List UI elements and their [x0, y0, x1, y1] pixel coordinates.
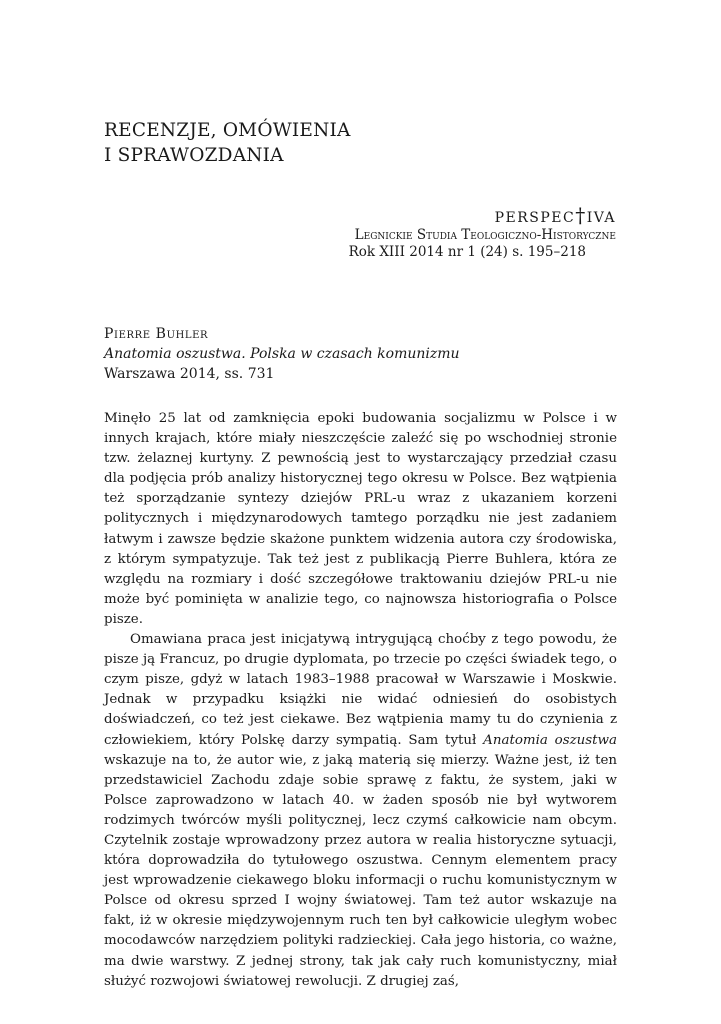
- review-body: [104, 409, 617, 992]
- cross-icon: †: [575, 203, 587, 227]
- journal-logo-text-1: perspec: [494, 203, 576, 227]
- review-metadata: [104, 324, 460, 384]
- book-title: Anatomia oszustwa. Polska w czasach komunizmu: [104, 346, 460, 362]
- book-publication: Warszawa 2014, ss. 731: [104, 366, 275, 382]
- section-heading-line-2: I SPRAWOZDANIA: [104, 145, 284, 166]
- journal-logo: [349, 203, 616, 227]
- paragraph-2: [104, 630, 617, 992]
- paragraph-2-text-1: Omawiana praca jest inicjatywą intrygującą choćby z tego powodu, że pisze ją Francuz, po drugie dyplomata, po trzecie po części świadek tego, o czym pisze, gdyż w latach 1983–1988 pracował w Warszawie i Moskwie. Jednak w przypadku książki nie widać odniesień do osobistych doświadczeń, co też jest ciekawe. Bez wątpienia mamy tu do czynienia z człowiekiem, który Polskę darzy sympatią. Sam tytuł: [104, 632, 617, 748]
- journal-header: [349, 203, 616, 261]
- journal-volume: Rok XIII 2014 nr 1 (24) s. 195–218: [348, 244, 586, 260]
- section-heading: [104, 118, 351, 168]
- journal-subtitle: Legnickie Studia Teologiczno-Historyczne: [354, 227, 616, 243]
- paragraph-2-text-2: wskazuje na to, że autor wie, z jaką materią się mierzy. Ważne jest, iż ten przedstawiciel Zachodu zdaje sobie sprawę z faktu, że system, jaki w Polsce zaprowadzono w latach 40. w żaden sposób nie był wytworem rodzimych twórców myśli politycznej, lecz czymś całkowicie nam obcym. Czytelnik zostaje wprowadzony przez autora w realia historyczne sytuacji, która doprowadziła do tytułowego oszustwa. Cennym elementem pracy jest wprowadzenie ciekawego bloku informacji o ruchu komunistycznym w Polsce od okresu sprzed I wojny światowej. Tam też autor wskazuje na fakt, iż w okresie międzywojennym ruch ten był całkowicie uległym wobec mocodawców narzędziem polityki radzieckiej. Cała jego historia, co ważne, ma dwie warstwy. Z jednej strony, tak jak cały ruch komunistyczny, miał służyć rozwojowi światowej rewolucji. Z drugiej zaś,: [104, 752, 617, 989]
- paragraph-1: Minęło 25 lat od zamknięcia epoki budowania socjalizmu w Polsce i w innych krajach, które miały nieszczęście zaleźć się po wschodniej stronie tzw. żelaznej kurtyny. Z pewnością jest to wystarczający przedział czasu dla podjęcia prób analizy historycznej tego okresu w Polsce. Bez wątpienia też sporządzanie syntezy dziejów PRL-u wraz z ukazaniem korzeni politycznych i międzynarodowych tamtego porządku nie jest zadaniem łatwym i zawsze będzie skażone punktem widzenia autora czy środowiska, z którym sympatyzuje. Tak też jest z publikacją Pierre Buhlera, która ze względu na rozmiary i dość szczegółowe traktowaniu dziejów PRL-u nie może być pominięta w analizie tego, co najnowsza historiografia o Polsce pisze.: [104, 411, 617, 627]
- journal-logo-text-2: iva: [586, 203, 616, 227]
- book-author: Pierre Buhler: [104, 326, 209, 342]
- paragraph-2-italic-title: Anatomia oszustwa: [483, 732, 617, 748]
- section-heading-line-1: RECENZJE, OMÓWIENIA: [104, 120, 351, 141]
